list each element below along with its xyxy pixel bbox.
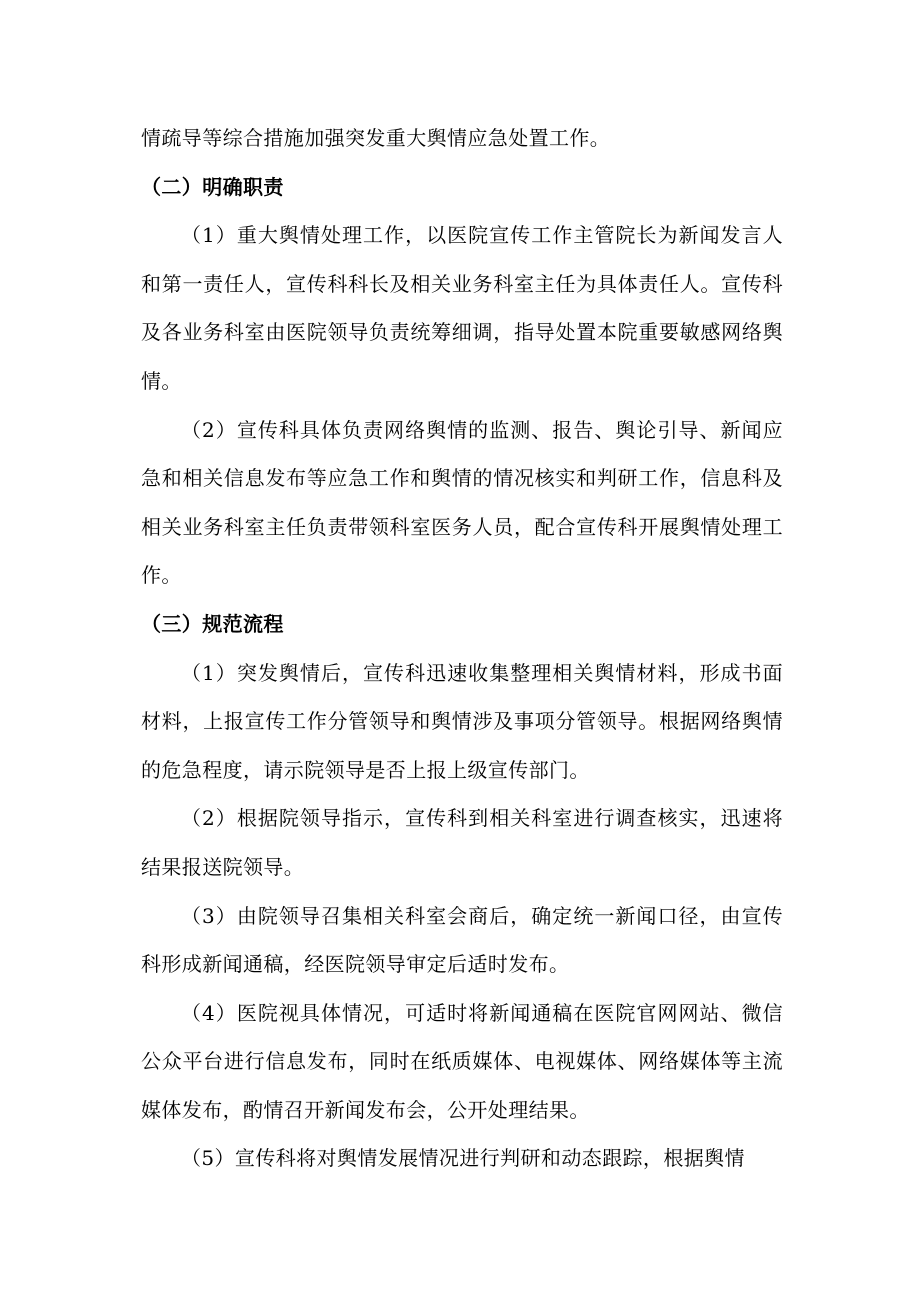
paragraph-procedure-1: （1）突发舆情后，宣传科迅速收集整理相关舆情材料，形成书面材料，上报宣传工作分管领导和舆情涉及事项分管领导。根据网络舆情的危急程度，请示院领导是否上报上级宣传部门。 <box>141 660 783 782</box>
paragraph-continuation: 情疏导等综合措施加强突发重大舆情应急处置工作。 <box>141 126 611 150</box>
paragraph-responsibility-2: （2）宣传科具体负责网络舆情的监测、报告、舆论引导、新闻应急和相关信息发布等应急工作和舆情的情况核实和判研工作，信息科及相关业务科室主任负责带领科室医务人员，配合宣传科开展舆情处理工作。 <box>141 417 783 588</box>
paragraph-procedure-3: （3）由院领导召集相关科室会商后，确定统一新闻口径，由宣传科形成新闻通稿，经医院领导审定后适时发布。 <box>141 903 783 977</box>
section-heading-responsibilities: （二）明确职责 <box>141 174 284 199</box>
paragraph-responsibility-1: （1）重大舆情处理工作，以医院宣传工作主管院长为新闻发言人和第一责任人，宣传科科长及相关业务科室主任为具体责任人。宣传科及各业务科室由医院领导负责统筹细调，指导处置本院重要敏感网络舆情。 <box>141 223 783 393</box>
paragraph-procedure-2: （2）根据院领导指示，宣传科到相关科室进行调查核实，迅速将结果报送院领导。 <box>141 806 783 879</box>
document-body <box>141 114 783 1183</box>
paragraph-procedure-4: （4）医院视具体情况，可适时将新闻通稿在医院官网网站、微信公众平台进行信息发布，同时在纸质媒体、电视媒体、网络媒体等主流媒体发布，酌情召开新闻发布会，公开处理结果。 <box>141 1000 783 1122</box>
paragraph-procedure-5: （5）宣传科将对舆情发展情况进行判研和动态跟踪，根据舆情 <box>181 1146 745 1171</box>
section-heading-procedure: （三）规范流程 <box>141 611 284 636</box>
